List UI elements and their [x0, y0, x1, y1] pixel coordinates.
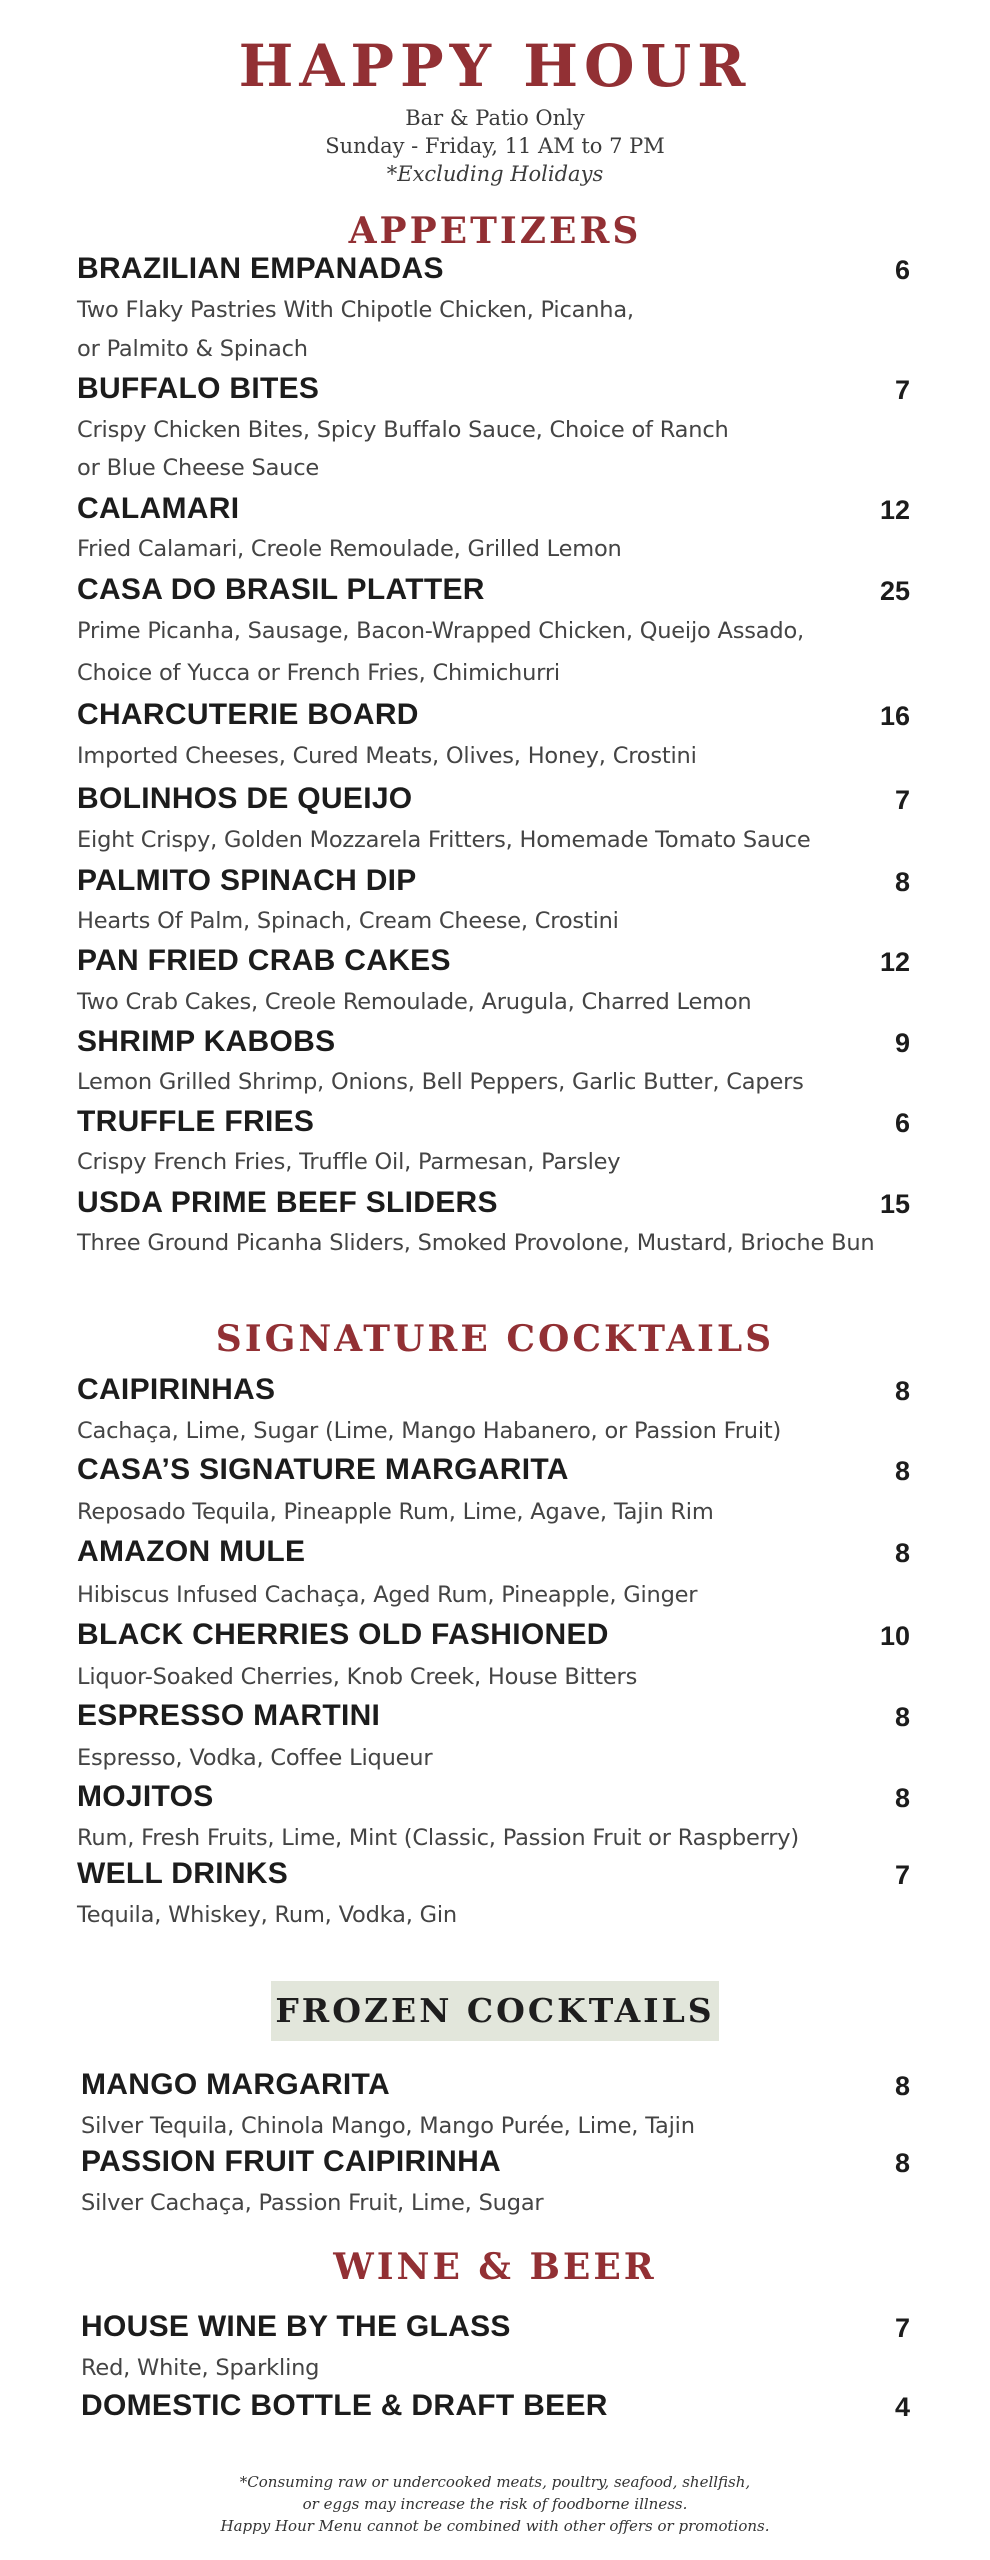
menu-item-description: Crispy French Fries, Truffle Oil, Parmesan, Parsley — [77, 1149, 621, 1175]
menu-item-name-palmito-spinach-dip: PALMITO SPINACH DIP — [77, 864, 417, 897]
header-hours: Sunday - Friday, 11 AM to 7 PM — [325, 134, 665, 158]
menu-item-price: 8 — [894, 1456, 910, 1486]
menu-item-name-amazon-mule: AMAZON MULE — [77, 1535, 306, 1568]
menu-item-description: Imported Cheeses, Cured Meats, Olives, Honey, Crostini — [77, 743, 697, 769]
menu-item-price: 15 — [879, 1189, 910, 1219]
menu-item-price: 4 — [894, 2392, 910, 2422]
menu-item-description: Hibiscus Infused Cachaça, Aged Rum, Pineapple, Ginger — [77, 1582, 698, 1608]
menu-item-name-truffle-fries: TRUFFLE FRIES — [77, 1105, 315, 1138]
header-note: *Excluding Holidays — [386, 162, 604, 186]
menu-item-price: 6 — [894, 1108, 910, 1138]
menu-item-price: 7 — [894, 785, 910, 815]
menu-item-price: 12 — [879, 947, 910, 977]
menu-item-price: 25 — [879, 576, 910, 606]
page-title: HAPPY HOUR — [238, 32, 752, 100]
menu-item-description: Prime Picanha, Sausage, Bacon-Wrapped Chicken, Queijo Assado, — [77, 618, 804, 644]
menu-item-name-domestic-bottle-draft-beer: DOMESTIC BOTTLE & DRAFT BEER — [81, 2389, 608, 2422]
menu-item-description: Choice of Yucca or French Fries, Chimichurri — [77, 660, 560, 686]
menu-item-description: Lemon Grilled Shrimp, Onions, Bell Peppers, Garlic Butter, Capers — [77, 1069, 804, 1095]
menu-item-description: Eight Crispy, Golden Mozzarela Fritters, Homemade Tomato Sauce — [77, 827, 811, 853]
menu-item-name-mojitos: MOJITOS — [77, 1780, 214, 1813]
header-location: Bar & Patio Only — [405, 106, 585, 130]
menu-item-description: Crispy Chicken Bites, Spicy Buffalo Sauce, Choice of Ranch — [77, 417, 729, 443]
footer-disclaimer-2: or eggs may increase the risk of foodborne illness. — [302, 2495, 688, 2513]
menu-item-description: Silver Cachaça, Passion Fruit, Lime, Sugar — [81, 2190, 544, 2216]
section-title-frozen-cocktails: FROZEN COCKTAILS — [275, 1991, 715, 2030]
menu-item-description: Three Ground Picanha Sliders, Smoked Provolone, Mustard, Brioche Bun — [77, 1230, 875, 1256]
menu-item-description: Tequila, Whiskey, Rum, Vodka, Gin — [77, 1902, 457, 1928]
menu-item-price: 6 — [894, 255, 910, 285]
menu-item-price: 8 — [894, 867, 910, 897]
menu-item-description: Silver Tequila, Chinola Mango, Mango Purée, Lime, Tajin — [81, 2113, 695, 2139]
menu-item-price: 16 — [879, 701, 910, 731]
menu-item-description: Red, White, Sparkling — [81, 2355, 320, 2381]
menu-item-name-charcuterie-board: CHARCUTERIE BOARD — [77, 698, 419, 731]
menu-item-name-casa-do-brasil-platter: CASA DO BRASIL PLATTER — [77, 573, 485, 606]
menu-item-name-passion-fruit-caipirinha: PASSION FRUIT CAIPIRINHA — [81, 2145, 501, 2178]
menu-item-name-usda-prime-beef-sliders: USDA PRIME BEEF SLIDERS — [77, 1186, 498, 1219]
menu-item-name-brazilian-empanadas: BRAZILIAN EMPANADAS — [77, 252, 444, 285]
menu-item-price: 10 — [879, 1621, 910, 1651]
menu-item-price: 8 — [894, 1376, 910, 1406]
footer-disclaimer-1: *Consuming raw or undercooked meats, poultry, seafood, shellfish, — [239, 2473, 751, 2491]
menu-item-description: or Blue Cheese Sauce — [77, 455, 320, 481]
menu-item-name-pan-fried-crab-cakes: PAN FRIED CRAB CAKES — [77, 944, 451, 977]
menu-item-name-well-drinks: WELL DRINKS — [77, 1857, 289, 1890]
menu-item-price: 7 — [894, 375, 910, 405]
menu-item-description: Liquor-Soaked Cherries, Knob Creek, House Bitters — [77, 1664, 638, 1690]
menu-item-description: Espresso, Vodka, Coffee Liqueur — [77, 1745, 433, 1771]
menu-item-price: 8 — [894, 1783, 910, 1813]
menu-item-description: Fried Calamari, Creole Remoulade, Grilled Lemon — [77, 536, 622, 562]
menu-item-description: Rum, Fresh Fruits, Lime, Mint (Classic, Passion Fruit or Raspberry) — [77, 1825, 799, 1851]
menu-item-name-casa-s-signature-margarita: CASA’S SIGNATURE MARGARITA — [77, 1453, 569, 1486]
menu-item-price: 7 — [894, 1860, 910, 1890]
menu-item-name-black-cherries-old-fashioned: BLACK CHERRIES OLD FASHIONED — [77, 1618, 609, 1651]
menu-item-name-house-wine-by-the-glass: HOUSE WINE BY THE GLASS — [81, 2310, 511, 2343]
menu-item-name-shrimp-kabobs: SHRIMP KABOBS — [77, 1025, 336, 1058]
menu-item-price: 12 — [879, 495, 910, 525]
menu-item-description: or Palmito & Spinach — [77, 336, 308, 362]
menu-item-price: 9 — [894, 1028, 910, 1058]
menu-item-description: Two Flaky Pastries With Chipotle Chicken, Picanha, — [77, 297, 634, 323]
menu-item-name-calamari: CALAMARI — [77, 492, 240, 525]
menu-item-description: Cachaça, Lime, Sugar (Lime, Mango Habanero, or Passion Fruit) — [77, 1418, 782, 1444]
section-title-signature-cocktails: SIGNATURE COCKTAILS — [215, 1318, 775, 1360]
menu-item-name-mango-margarita: MANGO MARGARITA — [81, 2068, 390, 2101]
menu-item-name-bolinhos-de-queijo: BOLINHOS DE QUEIJO — [77, 782, 413, 815]
section-title-appetizers: APPETIZERS — [348, 210, 642, 252]
menu-item-name-buffalo-bites: BUFFALO BITES — [77, 372, 320, 405]
menu-item-price: 8 — [894, 1702, 910, 1732]
menu-item-price: 7 — [894, 2313, 910, 2343]
footer-disclaimer-3: Happy Hour Menu cannot be combined with other offers or promotions. — [220, 2517, 770, 2535]
menu-item-price: 8 — [894, 1538, 910, 1568]
menu-item-price: 8 — [894, 2148, 910, 2178]
menu-item-description: Reposado Tequila, Pineapple Rum, Lime, Agave, Tajin Rim — [77, 1499, 714, 1525]
menu-item-description: Two Crab Cakes, Creole Remoulade, Arugula, Charred Lemon — [77, 989, 752, 1015]
menu-item-name-caipirinhas: CAIPIRINHAS — [77, 1373, 276, 1406]
menu-item-price: 8 — [894, 2071, 910, 2101]
section-title-wine-beer: WINE & BEER — [333, 2246, 657, 2288]
menu-item-description: Hearts Of Palm, Spinach, Cream Cheese, Crostini — [77, 908, 619, 934]
menu-item-name-espresso-martini: ESPRESSO MARTINI — [77, 1699, 381, 1732]
